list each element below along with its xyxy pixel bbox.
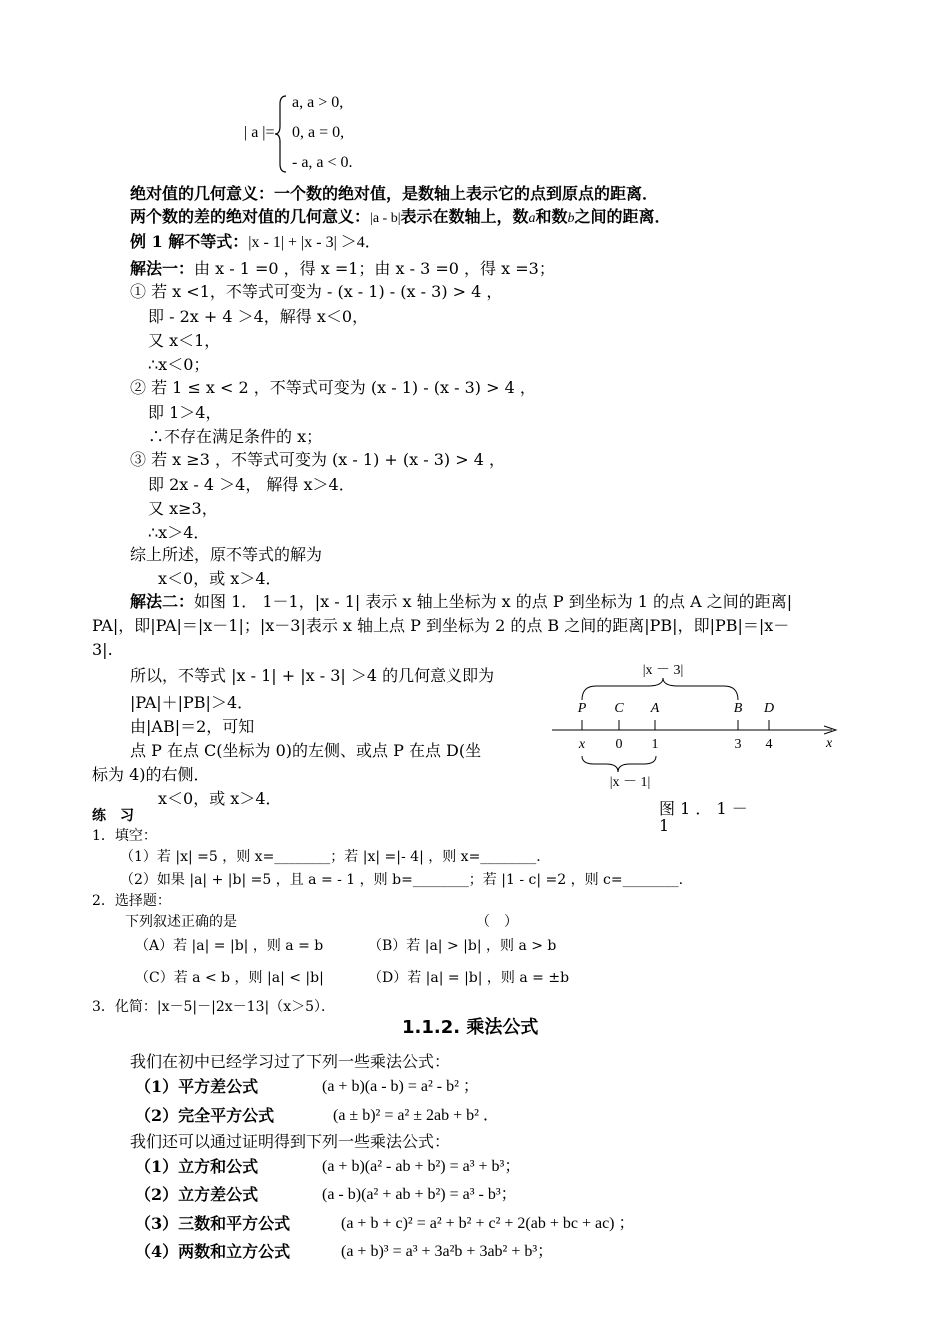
method2-line2: PA|，即|PA|＝|x－1|；|x－3|表示 x 轴上点 P 到坐标为 2 的点 B 之间的距离|PB|，即|PB|＝|x－ xyxy=(92,616,790,635)
figure-caption-line1: 图 1 ． 1 － xyxy=(659,799,748,818)
point-label-C: C xyxy=(614,701,624,716)
coord-label-A: 1 xyxy=(651,737,659,752)
point-label-A: A xyxy=(650,701,660,716)
exercise-q2: 2．选择题： xyxy=(92,893,171,909)
point-label-P: P xyxy=(577,701,587,716)
formula6: (a + b)³ = a³ + 3a²b + 3ab² + b³； xyxy=(341,1243,554,1260)
method1-solution: x＜0，或 x＞4． xyxy=(158,569,282,588)
coord-label-C: 0 xyxy=(615,737,623,752)
formula4-label: （2）立方差公式 xyxy=(135,1185,259,1204)
method1-case3-line3: ∴x＞4． xyxy=(148,523,210,542)
geo2-title: 两个数的差的绝对值的几何意义： xyxy=(130,207,371,226)
geo2-a: a xyxy=(528,211,536,226)
formula3-label: （1）立方和公式 xyxy=(135,1157,259,1176)
section-intro2: 我们还可以通过证明得到下列一些乘法公式： xyxy=(130,1132,451,1151)
method1-intro xyxy=(130,259,555,279)
method2-line1 xyxy=(130,592,792,612)
example-1 xyxy=(130,232,381,253)
geo2-mid: 表示在数轴上，数 xyxy=(400,207,529,226)
method1-case2-head: ② 若 1 ≤ x < 2 ，不等式可变为 (x - 1) - (x - 3) > 4 ， xyxy=(130,378,536,397)
tick-marks xyxy=(582,720,769,730)
example-expr: |x - 1| + |x - 3| ＞4． xyxy=(248,234,381,251)
section-title: 1.1.2. 乘法公式 xyxy=(402,1017,539,1038)
section-intro: 我们在初中已经学习过了下列一些乘法公式： xyxy=(130,1052,451,1071)
option-d: （D）若 |a| = |b| ，则 a = ±b xyxy=(368,970,570,986)
example-label: 例 1 解不等式： xyxy=(130,232,249,251)
method1-case1-line2: 又 x＜1， xyxy=(148,331,221,350)
method1-case1-head: ① 若 x <1，不等式可变为 - (x - 1) - (x - 3) > 4 ， xyxy=(130,282,503,301)
method1-case1-line3: ∴x＜0； xyxy=(148,355,210,374)
formula1: (a + b)(a - b) = a² - b² ； xyxy=(322,1078,479,1095)
method1-case2-line2: ∴不存在满足条件的 x； xyxy=(148,427,323,446)
abs-piecewise-definition xyxy=(244,92,384,178)
coord-label-P: x xyxy=(578,737,586,752)
method1-case1-line1: 即 - 2x + 4 ＞4，解得 x＜0， xyxy=(148,307,369,326)
top-brace xyxy=(582,678,738,700)
number-line-figure xyxy=(548,656,840,796)
figure-caption-line2: 1 xyxy=(659,816,670,835)
formula5: (a + b + c)² = a² + b² + c² + 2(ab + bc + ac) ； xyxy=(341,1215,635,1232)
piecewise-case-positive: a, a > 0, xyxy=(292,94,344,111)
coord-label-D: 4 xyxy=(765,737,773,752)
method2-line5: |PA|＋|PB|＞4． xyxy=(130,693,254,712)
formula6-label: （4）两数和立方公式 xyxy=(135,1242,291,1261)
method1-case2-line1: 即 1＞4， xyxy=(148,403,222,422)
formula4: (a - b)(a² + ab + b²) = a³ - b³； xyxy=(322,1186,517,1203)
method2-line6: 由|AB|＝2，可知 xyxy=(130,717,255,736)
option-a: （A）若 |a| = |b| ，则 a = b xyxy=(135,938,324,954)
x-axis-label: x xyxy=(826,736,833,751)
bottom-brace-label: |x － 1| xyxy=(609,775,651,790)
exercise-q2-stem: 下列叙述正确的是 xyxy=(125,914,237,930)
top-brace-label: |x － 3| xyxy=(642,663,684,678)
method2-line3: 3|. xyxy=(92,640,113,659)
point-labels xyxy=(577,701,774,716)
piecewise-case-zero: 0, a = 0, xyxy=(292,124,345,141)
exercise-q2-paren: （ ） xyxy=(476,914,518,930)
exercise-q3: 3．化简：|x－5|－|2x－13|（x＞5）． xyxy=(92,999,335,1015)
formula5-label: （3）三数和平方公式 xyxy=(135,1214,291,1233)
exercise-q1: 1．填空： xyxy=(92,828,157,844)
method2-line1-text: 如图 1． 1－1，|x - 1| 表示 x 轴上坐标为 x 的点 P 到坐标为 1 的点 A 之间的距离| xyxy=(194,592,793,611)
method2-line7: 点 P 在点 C(坐标为 0)的左侧、或点 P 在点 D(坐 xyxy=(130,741,482,760)
coord-label-B: 3 xyxy=(734,737,742,752)
exercise-q1b: （2）如果 |a| + |b| =5 ，且 a = - 1 ，则 b=________；若 |1 - c| =2 ，则 c=________. xyxy=(120,872,684,888)
method1-intro-text: 由 x - 1 =0 ，得 x =1；由 x - 3 =0 ，得 x =3； xyxy=(194,259,555,278)
geo2-post: 之间的距离． xyxy=(574,207,671,226)
geo2-b: b xyxy=(567,211,575,226)
method1-case3-line1: 即 2x - 4 ＞4， 解得 x＞4． xyxy=(148,475,355,494)
method2-line4: 所以，不等式 |x - 1| + |x - 3| ＞4 的几何意义即为 xyxy=(130,666,495,685)
geometric-meaning-diff xyxy=(130,207,671,229)
geometric-meaning-abs: 绝对值的几何意义：一个数的绝对值，是数轴上表示它的点到原点的距离． xyxy=(130,184,659,203)
exercise-title: 练 习 xyxy=(92,808,134,824)
exercise-q1a: （1）若 |x| =5 ，则 x=________；若 |x| =|- 4| ，则 x=________. xyxy=(120,849,541,865)
method1-title: 解法一： xyxy=(130,259,195,278)
formula2: (a ± b)² = a² ± 2ab + b² ． xyxy=(333,1107,499,1124)
geo2-expr: |a - b| xyxy=(370,211,401,226)
piecewise-case-negative: - a, a < 0. xyxy=(292,154,353,171)
method1-case3-head: ③ 若 x ≥3 ，不等式可变为 (x - 1) + (x - 3) > 4 ， xyxy=(130,450,505,469)
coord-labels xyxy=(578,737,773,752)
formula1-label: （1）平方差公式 xyxy=(135,1077,259,1096)
method1-case3-line2: 又 x≥3， xyxy=(148,499,218,518)
bottom-brace xyxy=(582,756,656,772)
option-c: （C）若 a < b ，则 |a| < |b| xyxy=(135,970,324,986)
left-brace xyxy=(274,94,288,174)
formula3: (a + b)(a² - ab + b²) = a³ + b³； xyxy=(322,1158,521,1175)
option-b: （B）若 |a| > |b| ，则 a > b xyxy=(368,938,557,954)
method2-title: 解法二： xyxy=(130,592,195,611)
piecewise-lhs: | a |= xyxy=(244,124,275,141)
geo2-and: 和数 xyxy=(535,207,568,226)
point-label-D: D xyxy=(763,701,775,716)
method2-solution: x＜0，或 x＞4． xyxy=(158,789,282,808)
method1-summary: 综上所述，原不等式的解为 xyxy=(130,545,323,564)
method2-line8: 标为 4)的右侧． xyxy=(92,765,210,784)
formula2-label: （2）完全平方公式 xyxy=(135,1106,275,1125)
point-label-B: B xyxy=(733,701,743,716)
